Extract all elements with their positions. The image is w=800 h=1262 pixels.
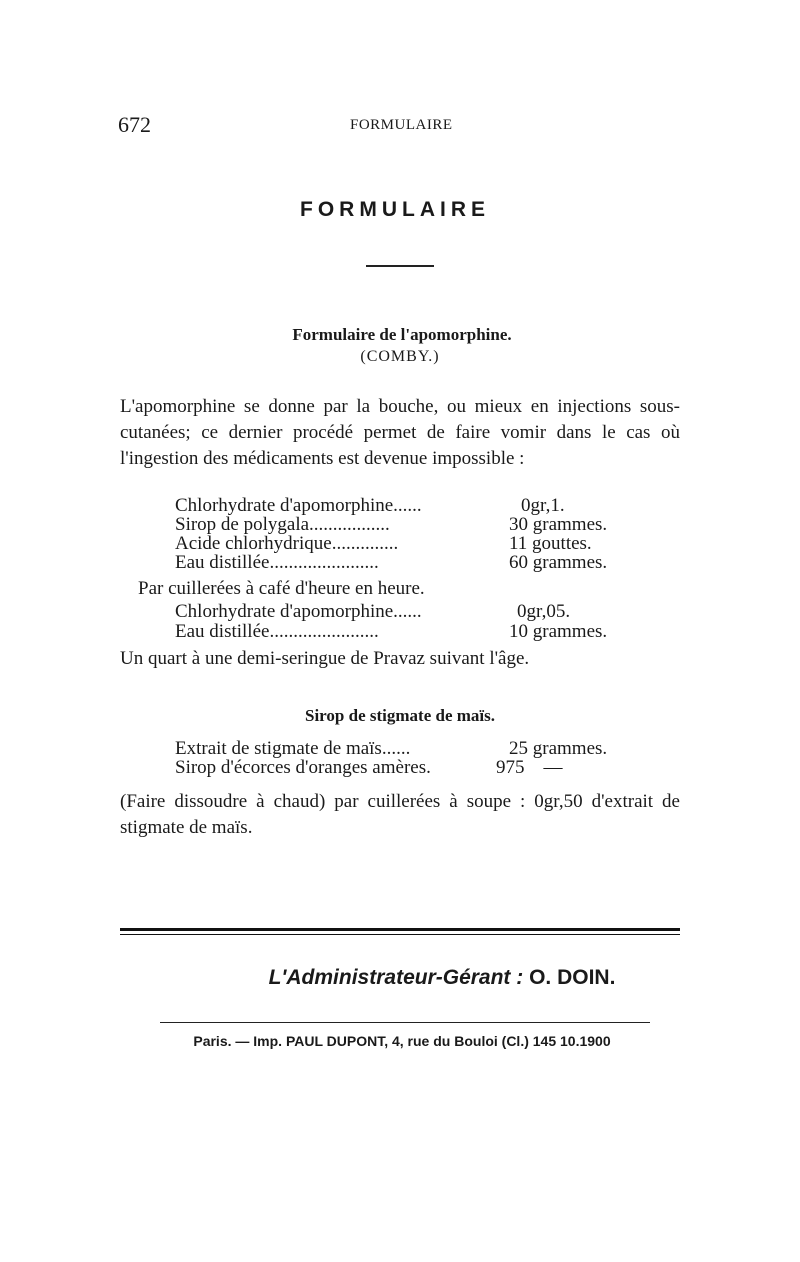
running-head: FORMULAIRE [350,117,453,133]
section-title-apomorphine: Formulaire de l'apomorphine. [292,325,512,344]
page-number: 672 [118,112,151,137]
dosage-instruction: Par cuillerées à café d'heure en heure. [138,578,425,599]
ingredient-quantity: 0gr,05. [517,601,571,622]
section-title-sirop: Sirop de stigmate de maïs. [305,706,495,725]
footer-rule [120,928,680,931]
ingredient-name: Eau distillée....................... [175,552,379,573]
ingredient-name: Sirop de polygala................. [175,514,390,535]
imprint-line: Paris. — Imp. PAUL DUPONT, 4, rue du Bouloi (Cl.) 145 10.1900 [193,1033,611,1049]
imprint-rule [160,1022,650,1023]
ingredient-quantity: 60 grammes. [509,552,608,573]
intro-paragraph: L'apomorphine se donne par la bouche, ou mieux en injections sous-cutanées; ce dernier procédé permet de faire vomir dans le cas où l'ingestion des médicaments est devenue impossible : [120,396,680,469]
administrator-label: L'Administrateur-Gérant : [268,966,524,989]
ingredient-quantity: 11 gouttes. [509,533,592,554]
preparation-note: (Faire dissoudre à chaud) par cuillerées à soupe : 0gr,50 d'extrait de stigmate de maïs. [120,791,680,838]
ingredient-quantity: 975 — [496,757,563,778]
administrator-line [42,966,800,990]
footer-rule [120,934,680,935]
ingredient-name: Chlorhydrate d'apomorphine...... [175,495,422,516]
ingredient-quantity: 10 grammes. [509,621,608,642]
page-title: FORMULAIRE [300,198,490,221]
section-author: (COMBY.) [360,348,440,365]
ingredient-name: Chlorhydrate d'apomorphine...... [175,601,422,622]
ingredient-quantity: 0gr,1. [521,495,565,516]
administrator-name: O. DOIN. [529,966,616,989]
ingredient-quantity: 30 grammes. [509,514,608,535]
title-divider [366,265,434,267]
ingredient-name: Eau distillée....................... [175,621,379,642]
ingredient-name: Extrait de stigmate de maïs...... [175,738,411,759]
dosage-instruction: Un quart à une demi-seringue de Pravaz suivant l'âge. [120,648,530,669]
ingredient-quantity: 25 grammes. [509,738,608,759]
ingredient-name: Sirop d'écorces d'oranges amères. [175,757,431,778]
ingredient-name: Acide chlorhydrique.............. [175,533,399,554]
